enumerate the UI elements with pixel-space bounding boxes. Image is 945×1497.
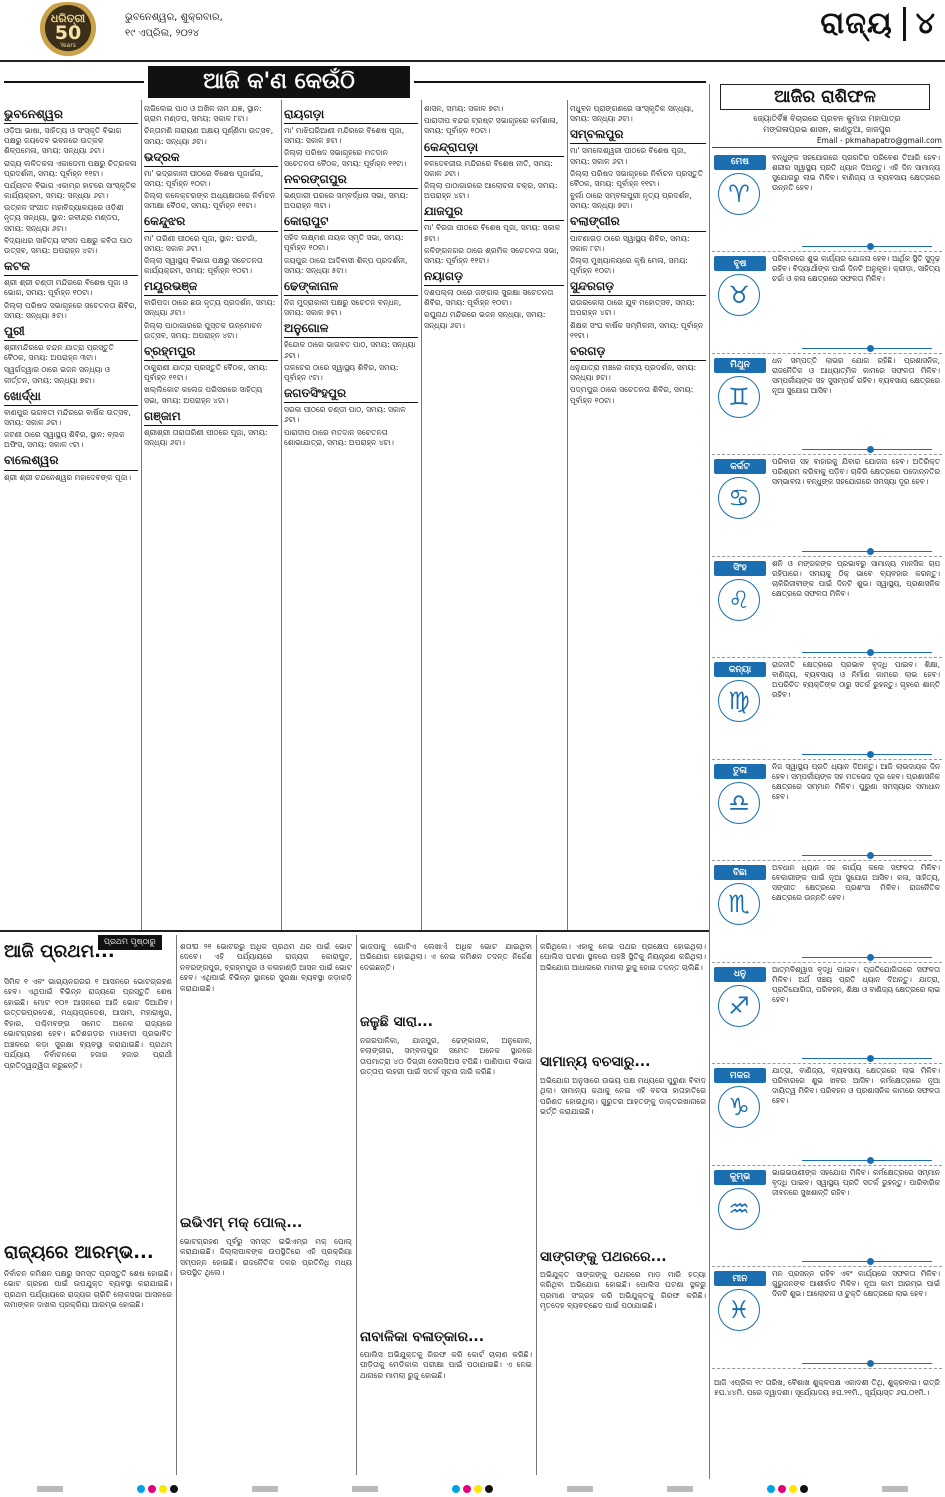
location-heading: ଭଦ୍ରକ [144, 149, 278, 167]
event-item: ଜିଲ୍ଲା ମୁଖ୍ୟାଳୟରେ କୃଷି ମେଳା, ସମୟ: ପୂର୍ବାହ୍ନ ୧୦ଟା। [570, 255, 688, 276]
events-column-4 [424, 104, 564, 932]
event-item: ଉତ୍କଳ ସଂଗୀତ ମହାବିଦ୍ୟାଳୟରେ ଓଡ଼ିଶୀ ନୃତ୍ୟ ସନ୍ଧ୍ୟା, ସ୍ଥାନ: ରବୀନ୍ଦ୍ର ମଣ୍ଡପ, ସମୟ: ସନ୍ଧ୍ୟା ୬ଟା। [4, 203, 124, 233]
registration-dots [452, 1485, 493, 1493]
location-heading: ବଲାଙ୍ଗୀର [570, 213, 706, 231]
event-item: ପଦ୍ମପୁର ଠାରେ ସଚେତନତା ଶିବିର, ସମୟ: ପୂର୍ବାହ୍ନ ୧୦ଟା। [570, 385, 694, 405]
place-day: ଭୁବନେଶ୍ୱର, ଶୁକ୍ରବାର, [125, 12, 223, 23]
event-item: ଜିଲ୍ଲା ପରିଷଦ ସଭାଗୃହରେ ନିର୍ବାଚନ ପ୍ରସ୍ତୁତି ବୈଠକ, ସମୟ: ପୂର୍ବାହ୍ନ ୧୧ଟା। [570, 168, 703, 188]
astrologer-email: Email - pkmahapatro@gmail.com [712, 136, 942, 148]
rashi-entry [712, 252, 942, 354]
rashi-text: ଭାଇଭଉଣୀଙ୍କ ସହଯୋଗ ମିଳିବ। କର୍ମକ୍ଷେତ୍ରରେ ସମ୍ମାନ ବୃଦ୍ଧି ପାଇବ। ସ୍ୱାସ୍ଥ୍ୟ ପ୍ରତି ସତର୍କ ରୁହନ୍ତୁ। ପାରିବାରିକ ଜୀବନରେ ସୁଖଶାନ୍ତି ରହିବ। [772, 1167, 940, 1197]
registration-dots [767, 1485, 808, 1493]
magenta-dot [778, 1485, 786, 1493]
column-divider [421, 100, 422, 930]
rashi-name: ବୃଷ [714, 256, 766, 271]
registration-bar [352, 1486, 378, 1492]
location-heading: ଅନୁଗୋଳ [284, 320, 418, 338]
location-heading: ପୁରୀ [4, 323, 138, 341]
location-heading: ଭୁବନେଶ୍ୱର [4, 106, 138, 124]
rashi-text: ବନ୍ଧୁଙ୍କ ସହଯୋଗରେ ପ୍ରଗତିର ପରିବେଶ ତିଆରି ହେବ। ଶରୀର ସ୍ୱାସ୍ଥ୍ୟ ପ୍ରତି ଧ୍ୟାନ ଦିଅନ୍ତୁ। ଏହି ଦିନ ସାମାନ୍ୟ ସୁଯୋଗରୁ ଲାଭ ମିଳିବ। ବାଣିଜ୍ୟ ଓ ବ୍ୟବସାୟ କ୍ଷେତ୍ରରେ ଉନ୍ନତି ହେବ। [772, 152, 940, 192]
rashi-entry [712, 1064, 942, 1166]
event-item: ପାରାଦୀପ ବନ୍ଦର ଟ୍ରଷ୍ଟ ସଭାଗୃହରେ କର୍ମଶାଳା, ସମୟ: ପୂର୍ବାହ୍ନ ୧୦ଟା। [424, 116, 559, 136]
rashi-name: ମୀନ [714, 1271, 766, 1286]
event-item: ଜିଲ୍ଲା ସ୍ୱାସ୍ଥ୍ୟ ବିଭାଗ ପକ୍ଷରୁ ସଚେତନତା କାର୍ଯ୍ୟକ୍ରମ, ସମୟ: ପୂର୍ବାହ୍ନ ୧୦ଟା। [144, 255, 263, 276]
event-item: ଜଟଣୀ ଠାରେ ସ୍ୱାସ୍ଥ୍ୟ ଶିବିର, ସ୍ଥାନ: ବ୍ଲକ ଅଫିସ, ସମୟ: ସକାଳ ୯ଟା। [4, 430, 125, 450]
page-name: ରାଜ୍ୟ [820, 6, 893, 41]
rashi-name: କର୍କଟ [714, 459, 766, 474]
black-dot [170, 1485, 178, 1493]
zodiac-icon: ♏ [718, 883, 760, 925]
story-title-nabalika: ନାବାଳିକା ବଳାତ୍କାର... [360, 1328, 485, 1345]
news-column-2 [180, 938, 352, 1478]
rashi-divider [802, 1058, 932, 1059]
yellow-dot [474, 1485, 482, 1493]
rashi-entry [712, 354, 942, 456]
event-item: ଖଲ୍ଲିକୋଟ କଲେଜ ପରିସରରେ ସାହିତ୍ୟ ସଭା, ସମୟ: ଅପରାହ୍ନ ୪ଟା। [144, 385, 263, 405]
story-body-aaji-prathama: ସିମିଳ ୧ ଏବଂ ଭାଗ୍ୟନଗରର ୧ ଆସନରେ ଭୋଟଗ୍ରହଣ ହେବ। ଏଥିପାଇଁ ବିଭିନ୍ନ ରାଜ୍ୟରେ ପ୍ରସ୍ତୁତି ଶେଷ ହୋଇଛି। ମୋଟ ୧୦୨ ଆସନରେ ଆଜି ଭୋଟ ଦିଆଯିବ। ଉତ୍ତରପ୍ରଦେଶ, ମଧ୍ୟପ୍ରଦେଶ, ଆସାମ, ମହାରାଷ୍ଟ୍ର, ବିହାର, ପଶ୍ଚିମବଙ୍ଗ ସମେତ ଅନେକ ରାଜ୍ୟରେ ଭୋଟଗ୍ରହଣ ହେବ। ଛତିଶଗଡ଼ର ମାଓବାଦୀ ପ୍ରଭାବିତ ଅଞ୍ଚଳରେ କଡ଼ା ସୁରକ୍ଷା ବ୍ୟବସ୍ଥା କରାଯାଇଛି। ପ୍ରଥମ ପର୍ଯ୍ୟାୟ ନିର୍ବାଚନରେ ହଜାର ହଜାର ପ୍ରାର୍ଥୀ ପ୍ରତିଦ୍ୱନ୍ଦ୍ୱିତା କରୁଛନ୍ତି। [4, 976, 172, 1070]
event-item: ଶ୍ରୀ ଶ୍ରୀ ଚଣ୍ଡୀ ମନ୍ଦିରରେ ବିଶେଷ ପୂଜା ଓ ଭୋଗ, ସମୟ: ପୂର୍ବାହ୍ନ ୧୦ଟା। [4, 278, 128, 298]
banner-rule-right [414, 81, 706, 83]
story-body-rajyare-arambha: ନିର୍ବାଚନ କମିଶନ ପକ୍ଷରୁ ସମସ୍ତ ପ୍ରସ୍ତୁତି ଶେଷ ହୋଇଛି। ଭୋଟ ଗ୍ରହଣ ପାଇଁ ଉପଯୁକ୍ତ ବ୍ୟବସ୍ଥା କରାଯାଇଛି। ପ୍ରଥମ ପର୍ଯ୍ୟାୟରେ ରାଜ୍ୟର ଚାରିଟି ଲୋକସଭା ଆସନରେ ନାମାଙ୍କନ ଦାଖଲ ପ୍ରକ୍ରିୟା ଆରମ୍ଭ ହୋଇଛି। [4, 1268, 172, 1310]
event-item: ମା' ବିରଜା ପୀଠରେ ବିଶେଷ ପୂଜା, ସମୟ: ସକାଳ ୭ଟା। [424, 223, 561, 243]
event-item: ପର୍ଯ୍ୟଟନ ବିଭାଗ ଏକାମ୍ର ହାଟରେ ସାଂସ୍କୃତିକ କାର୍ଯ୍ୟକ୍ରମ, ସମୟ: ସନ୍ଧ୍ୟା ୬ଟା। [4, 180, 137, 201]
rashi-name: କନ୍ୟା [714, 662, 766, 677]
location-heading: ଜଗତସିଂହପୁର [284, 385, 418, 403]
yellow-dot [789, 1485, 797, 1493]
tithi-info: ଆଜି ଏପ୍ରିଲ ୧୯ ତାରିଖ, ବୈଶାଖ ଶୁକ୍ଳପକ୍ଷ ଏକାଦଶୀ ତିଥି, ଶୁକ୍ରବାର। ରାତ୍ରି ୫ଘ.୪୪ମି. ପରେ ଦ୍ୱାଦଶୀ। ସୂର୍ଯ୍ୟୋଦୟ ୫ଘ.୨୧ମି., ସୂର୍ଯ୍ୟାସ୍ତ ୬ଘ.୦୧ମି.। [714, 1378, 940, 1398]
zodiac-icon: ♌ [718, 579, 760, 621]
event-item: ବିଦ୍ୟାଧର ସାହିତ୍ୟ ସଂସଦ ପକ୍ଷରୁ କବିତା ପାଠ ଉତ୍ସବ, ସମୟ: ଅପରାହ୍ନ ୪ଟା। [4, 235, 133, 255]
yellow-dot [159, 1485, 167, 1493]
edition-info [125, 10, 223, 42]
event-item: ଜୟପୁର ଠାରେ ଆଦିବାସୀ ଶିଳ୍ପ ପ୍ରଦର୍ଶନୀ, ସମୟ: ସନ୍ଧ୍ୟା ୫ଟା। [284, 255, 408, 275]
cyan-dot [137, 1485, 145, 1493]
rashi-entry [712, 1166, 942, 1268]
story-body-jaluchhi-sara: ନଗରପାଳିକା, ଯାଜପୁର, ଢେଙ୍କାନାଳ, ଅନୁଗୋଳ, ବଲାଙ୍ଗୀର, ସମ୍ବଲପୁର ସମେତ ଅନେକ ସ୍ଥାନରେ ତାପମାତ୍ରା ୪୦ ଡିଗ୍ରୀ ସେଲସିଅସ ଟପିଛି। ପାଣିପାଗ ବିଭାଗ ଉତ୍ତାପ ଲହରୀ ପାଇଁ ସତର୍କ ସୂଚନା ଜାରି କରିଛି। [360, 1035, 532, 1077]
column-divider [176, 935, 177, 1475]
zodiac-icon: ♒ [718, 1188, 760, 1230]
rashi-entry [712, 760, 942, 862]
rashi-entry [712, 151, 942, 253]
location-heading: ଢେଙ୍କାନାଳ [284, 278, 418, 296]
news-column-4 [540, 938, 706, 1478]
event-item: ମା' ତାରିଣୀ ପୀଠରେ ପୂଜା, ସ୍ଥାନ: ଘଟଗାଁ, ସମୟ: ସକାଳ ୬ଟା। [144, 233, 258, 253]
rashi-text: ଧନ ସମ୍ପତ୍ତି ଲାଭର ଯୋଗ ରହିଛି। ପ୍ରଶାସନିକ, ରାଜନୈତିକ ଓ ଆଧ୍ୟାତ୍ମିକ କାମରେ ସଫଳତା ମିଳିବ। ସମ୍ପର୍କୀୟଙ୍କ ସହ ସୁସମ୍ପର୍କ ରହିବ। ବ୍ୟବସାୟ କ୍ଷେତ୍ରରେ ନୂଆ ସୁଯୋଗ ଆସିବ। [772, 355, 940, 395]
zodiac-icon: ♈ [718, 173, 760, 215]
section-rule [0, 930, 709, 932]
event-item: ଠାକୁରାଣୀ ଯାତ୍ରା ପ୍ରସ୍ତୁତି ବୈଠକ, ସମୟ: ପୂର୍ବାହ୍ନ ୧୧ଟା। [144, 363, 268, 383]
story-body-evm-mock-poll: ଭୋଟଗ୍ରହଣ ପୂର୍ବରୁ ସମସ୍ତ ଇଭିଏମ୍‌ର ମକ୍ ପୋଲ୍ କରାଯାଇଛି। ଜିଲ୍ଲାପାଳଙ୍କ ଉପସ୍ଥିତିରେ ଏହି ପ୍ରକ୍ରିୟା ସମ୍ପନ୍ନ ହୋଇଛି। ରାଜନୈତିକ ଦଳର ପ୍ରତିନିଧି ମଧ୍ୟ ଉପସ୍ଥିତ ଥିଲେ। [180, 1236, 352, 1278]
rashi-divider [802, 957, 932, 958]
event-item: ଦଶପଲ୍ଲା ଠାରେ ଜଙ୍ଗଲ ସୁରକ୍ଷା ସଚେତନତା ଶିବିର, ସମୟ: ପୂର୍ବାହ୍ନ ୧୦ଟା। [424, 288, 554, 308]
location-heading: କେନ୍ଦୁଝର [144, 213, 278, 231]
rashi-divider [802, 754, 932, 755]
event-item: ଓଡ଼ିଆ ଭାଷା, ସାହିତ୍ୟ ଓ ସଂସ୍କୃତି ବିଭାଗ ପକ୍ଷରୁ ଜୟଦେବ ଭବନରେ ଉତ୍କଳ ଶିଳ୍ପମେଳା, ସମୟ: ସନ୍ଧ୍ୟା ୬ଟା। [4, 126, 122, 156]
newspaper-logo [30, 2, 106, 60]
rashi-list [712, 151, 942, 1369]
logo-number: 50 [54, 22, 82, 44]
event-item: ଜିଲ୍ଲା ପାଠାଗାରରେ ଆଲୋଚନା ଚକ୍ର, ସମୟ: ଅପରାହ୍ନ ୪ଟା। [424, 180, 558, 201]
cyan-dot [767, 1485, 775, 1493]
rashi-entry [712, 557, 942, 659]
page-number: ୪ [915, 6, 935, 41]
story-title-samanya-bachasa: ସାମାନ୍ୟ ବଚସାରୁ... [540, 1054, 651, 1071]
event-item: ଶିକ୍ଷକ ସଂଘ ବାର୍ଷିକ ସମ୍ମିଳନୀ, ସମୟ: ପୂର୍ବାହ୍ନ ୧୧ଟା। [570, 320, 704, 340]
location-heading: ବରଗଡ଼ [570, 343, 706, 361]
event-item: ଧନୁଯାତ୍ରା ମଞ୍ଚରେ ନାଟ୍ୟ ପ୍ରଦର୍ଶନ, ସମୟ: ସନ୍ଧ୍ୟା ୭ଟା। [570, 363, 697, 383]
zodiac-icon: ♐ [718, 985, 760, 1027]
zodiac-icon: ♓ [718, 1289, 760, 1331]
print-registration-strip [0, 1480, 945, 1497]
rashi-entry [712, 658, 942, 760]
rashi-name: ଧନୁ [714, 967, 766, 982]
column-divider [356, 935, 357, 1475]
story-body-vote: ଭାଜପାକୁ ଗୋଟିଏ ଲେଖାଏଁ ଅଧିକ ଭୋଟ ଯାଇଥିବା ଅଭିଯୋଗ ହୋଇଥିଲା। ଏ ନେଇ କମିଶନ ତଦନ୍ତ ନିର୍ଦ୍ଦେଶ ଦେଇଛନ୍ତି। [360, 942, 532, 972]
rashi-divider [802, 855, 932, 856]
astrologer-name: ଜ୍ୟୋତିର୍ବିଜ୍ଞ ବିଚାରରେ ପ୍ରବନ କୁମାର ମହାପାତ୍ର [753, 114, 901, 123]
rashi-text: ଯାତ୍ରା, ବାଣିଜ୍ୟ, ବ୍ୟବସାୟ କ୍ଷେତ୍ରରେ ଲାଭ ମିଳିବ। ପରିବାରରେ ଶୁଭ ଖବର ଆସିବ। କର୍ମକ୍ଷେତ୍ରରେ ନୂଆ ଦାୟିତ୍ୱ ମିଳିବ। ପରିବହନ ଓ ପ୍ରଶାସନିକ କାମରେ ସଫଳତା ହେବ। [772, 1066, 940, 1106]
event-item: ବାରିପଦା ଠାରେ ଛଉ ନୃତ୍ୟ ପ୍ରଦର୍ଶନ, ସମୟ: ସନ୍ଧ୍ୟା ୬ଟା। [144, 298, 276, 318]
rashi-divider [802, 246, 932, 247]
story-body-continued: ଶତାବ୍ଦୀ ୨୧ ଭୋଟରରୁ ଅଧିକ ପ୍ରଥମ ଥର ପାଇଁ ଭୋଟ ଦେବେ। ଏହି ପର୍ଯ୍ୟାୟରେ ରାଜ୍ୟର କୋରାପୁଟ, ନବରଙ୍ଗପୁର, ବ୍ରହ୍ମପୁର ଓ କଳାହାଣ୍ଡି ଆସନ ପାଇଁ ଭୋଟ ହେବ। ଏଥିପାଇଁ ବିଭିନ୍ନ ସ୍ଥାନରେ ସୁରକ୍ଷା ବ୍ୟବସ୍ଥା କଡ଼ାକଡ଼ି କରାଯାଇଛି। [180, 942, 352, 993]
rashi-entry [712, 861, 942, 963]
logo-title: ଧରିତ୍ରୀ [50, 12, 86, 25]
location-heading: କେନ୍ଦ୍ରାପଡ଼ା [424, 139, 564, 157]
registration-bar [882, 1486, 908, 1492]
rashi-text: ରାଜନୀତି କ୍ଷେତ୍ରରେ ପ୍ରଭାବ ବୃଦ୍ଧି ପାଇବ। ଶିକ୍ଷା, ବାଣିଜ୍ୟ, ବ୍ୟବସାୟ ଓ ନିର୍ମାଣ କାମରେ ଲାଭ ହେବ। ଅପରିଚିତ ବ୍ୟକ୍ତିଙ୍କ ଠାରୁ ସତର୍କ ରୁହନ୍ତୁ। ଗୃହରେ ଶାନ୍ତି ରହିବ। [772, 660, 940, 700]
rashi-text: ଶନି ଓ ମଙ୍ଗଳଙ୍କ ପ୍ରଭାବରୁ ସାମାନ୍ୟ ମାନସିକ ଚାପ ରହିପାରେ। ସମୟକୁ ଠିକ୍ ଭାବେ ବ୍ୟବହାର କରନ୍ତୁ। ଚାକିରିଜୀବୀଙ୍କ ପାଇଁ ଦିନଟି ଶୁଭ। ସ୍ୱାସ୍ଥ୍ୟ, ପ୍ରଶାସନିକ କ୍ଷେତ୍ରରେ ସଫଳତା ମିଳିବ। [772, 558, 940, 598]
magenta-dot [148, 1485, 156, 1493]
rashi-divider [802, 1363, 932, 1364]
column-divider [709, 84, 710, 1479]
page-tag-divider [903, 7, 906, 41]
rashifal-byline [712, 114, 942, 136]
zodiac-icon: ♊ [718, 376, 760, 418]
black-dot [800, 1485, 808, 1493]
rashi-divider [802, 348, 932, 349]
rashi-name: ମକର [714, 1068, 766, 1083]
event-item: ମା' ଭଦ୍ରକାଳୀ ପୀଠରେ ବିଶେଷ ପୂଜାର୍ଚ୍ଚନା, ସମୟ: ପୂର୍ବାହ୍ନ ୧୦ଟା। [144, 168, 264, 188]
registration-bar [37, 1486, 63, 1492]
zodiac-icon: ♑ [718, 1086, 760, 1128]
column-divider [567, 100, 568, 930]
zodiac-icon: ♍ [718, 680, 760, 722]
story-body-stone: କରିଥିଲେ। ଏହାକୁ ନେଇ ପଥର ପ୍ରକ୍ଷେପ ହୋଇଥିଲା। ପୋଲିସ ଘଟଣା ସ୍ଥଳରେ ପହଞ୍ଚି ସ୍ଥିତିକୁ ନିୟନ୍ତ୍ରଣ କରିଥିଲା। ଅଭିଯୋଗ ଆଧାରରେ ମାମଲା ରୁଜୁ ହୋଇ ତଦନ୍ତ ଚାଲିଛି। [540, 942, 706, 972]
event-item: ରାଜ୍ୟ ଲଳିତକଳା ଏକାଡେମୀ ପକ୍ଷରୁ ଚିତ୍ରକଳା ପ୍ରଦର୍ଶନୀ, ସମୟ: ପୂର୍ବାହ୍ନ ୧୧ଟା। [4, 158, 137, 178]
rashi-entry [712, 1267, 942, 1369]
banner-rule-left [4, 81, 144, 83]
location-heading: ବାଲେଶ୍ୱର [4, 452, 138, 470]
event-item: ରଘୁନାଥ ମନ୍ଦିରରେ ଭଜନ ସନ୍ଧ୍ୟା, ସମୟ: ସନ୍ଧ୍ୟା ୬ଟା। [424, 310, 546, 330]
rashi-name: ତୁଳା [714, 764, 766, 779]
location-heading: ନୟାଗଡ଼ [424, 268, 564, 286]
rashi-divider [802, 551, 932, 552]
rashi-divider [802, 449, 932, 450]
events-column-2 [144, 104, 278, 932]
event-item: ପାରାଦୀପ ଠାରେ ମତଦାନ ସଚେତନତା ଶୋଭାଯାତ୍ରା, ସମୟ: ଅପରାହ୍ନ ୪ଟା। [284, 427, 394, 447]
zodiac-icon: ♉ [718, 274, 760, 316]
event-item: ନିଜ ମୁଦ୍ରାକାଳୀ ପକ୍ଷରୁ ସଚେତନ ବନ୍ଧନ, ସମୟ: ସକାଳ ୭ଟା। [284, 298, 402, 318]
event-item: ନାଗିଲେଇ ପାଠ ଓ ଅଖିଳ ନାମ ଯଜ୍ଞ, ସ୍ଥାନ: ଗ୍ରାମ ମଣ୍ଡପ, ସମୟ: ସକାଳ ୮ଟା। [144, 104, 262, 124]
location-heading: ଯାଜପୁର [424, 203, 564, 221]
column-divider [141, 100, 142, 930]
rashi-name: କୁମ୍ଭ [714, 1170, 766, 1185]
news-column-3 [360, 938, 532, 1478]
event-item: ପାଟଣାଗଡ଼ ଠାରେ ସ୍ୱାସ୍ଥ୍ୟ ଶିବିର, ସମୟ: ସକାଳ ୮ଟା। [570, 233, 690, 253]
rashi-text: ନିଜ ସ୍ୱାସ୍ଥ୍ୟ ପ୍ରତି ଧ୍ୟାନ ଦିଅନ୍ତୁ। ଆଜି ଲାଭଦାୟକ ଦିନ ହେବ। ସମ୍ପର୍କୀୟଙ୍କ ସହ ମତଭେଦ ଦୂର ହେବ। ପ୍ରଶାସନିକ କ୍ଷେତ୍ରରେ ସମ୍ମାନ ମିଳିବ। ପୁରୁଣା ସମସ୍ୟାର ସମାଧାନ ହେବ। [772, 761, 940, 801]
location-heading: ନବରଙ୍ଗପୁର [284, 171, 418, 189]
rashi-text: ପରିବାରରେ ଶୁଭ କାର୍ଯ୍ୟର ଯୋଜନା ହେବ। ଆର୍ଥିକ ସ୍ଥିତି ସୁଦୃଢ଼ ରହିବ। ବିଦ୍ୟାର୍ଥୀଙ୍କ ପାଇଁ ଦିନଟି ଅନୁକୂଳ। କ୍ରୀଡ଼ା, ସାହିତ୍ୟ ଚର୍ଚ୍ଚା ଓ କଳା କ୍ଷେତ୍ରରେ ସଫଳତା ମିଳିବ। [772, 254, 940, 284]
event-item: ବୁର୍ଲା ଠାରେ ସମ୍ବଲପୁରୀ ନୃତ୍ୟ ପ୍ରଦର୍ଶନ, ସମୟ: ସନ୍ଧ୍ୟା ୭ଟା। [570, 191, 692, 211]
rashi-divider [802, 652, 932, 653]
event-item: ରାଉରକେଲା ଠାରେ ଯୁବ ମହୋତ୍ସବ, ସମୟ: ଅପରାହ୍ନ ୪ଟା। [570, 298, 695, 318]
registration-bar [567, 1486, 593, 1492]
events-column-3 [284, 104, 418, 932]
edition-date: ୧୯ ଏପ୍ରିଲ, ୨୦୨୪ [125, 28, 200, 39]
location-heading: ବ୍ରହ୍ମପୁର [144, 343, 278, 361]
registration-bar [667, 1486, 693, 1492]
event-item: କଳିଙ୍ଗନଗର ଠାରେ ଶ୍ରମିକ ସଚେତନତା ସଭା, ସମୟ: ପୂର୍ବାହ୍ନ ୧୧ଟା। [424, 245, 559, 265]
rashifal-panel [712, 84, 942, 1366]
rashifal-title: ଆଜିର ରାଶିଫଳ [720, 84, 930, 110]
story-title-aaji-prathama: ଆଜି ପ୍ରଥମ... [4, 941, 115, 962]
story-title-jaluchhi-sara: ଜଳୁଛି ସାରା... [360, 1014, 433, 1031]
rashi-text: ପରିବାର ସହ ବାହାରକୁ ଯିବାର ଯୋଜନା ହେବ। ଅତିରିକ୍ତ ପରିଶ୍ରମ କରିବାକୁ ପଡ଼ିବ। ଚାକିରି କ୍ଷେତ୍ରରେ ପଦୋନ୍ନତିର ସମ୍ଭାବନା। ବନ୍ଧୁଙ୍କ ସହଯୋଗରେ ସମସ୍ୟା ଦୂର ହେବ। [772, 457, 940, 487]
story-body-samanya-bachasa: ଅଭିଯୋଗ ଅନୁସାରେ ଉଭୟ ପକ୍ଷ ମଧ୍ୟରେ ପୁରୁଣା ବିବାଦ ଥିଲା। ସାମାନ୍ୟ କଥାକୁ ନେଇ ଏହି ବଚସା ହାତାହାତିରେ ପରିଣତ ହୋଇଥିଲା। ଗୁରୁତର ଆହତଙ୍କୁ ଡାକ୍ତରଖାନାରେ ଭର୍ତ୍ତି କରାଯାଇଛି। [540, 1075, 706, 1117]
rashi-name: ବିଛା [714, 865, 766, 880]
news-column-1 [4, 938, 172, 1478]
rashi-divider [802, 1261, 932, 1262]
story-body-sanganku-pathara: ଅଭିଯୁକ୍ତ ସାଙ୍ଗଙ୍କୁ ପଥରରେ ମାଡ଼ ମାରି ହତ୍ୟା କରିଥିବା ଅଭିଯୋଗ ହୋଇଛି। ପୋଲିସ ଘଟଣା ସ୍ଥଳରୁ ପ୍ରମାଣ ସଂଗ୍ରହ କରି ଅଭିଯୁକ୍ତକୁ ଗିରଫ କରିଛି। ମୃତଦେହ ବ୍ୟବଚ୍ଛେଦ ପାଇଁ ପଠାଯାଇଛି। [540, 1269, 706, 1311]
story-title-rajyare-arambha: ରାଜ୍ୟରେ ଆରମ୍ଭ... [4, 1242, 154, 1264]
event-item: ଜିଲ୍ଲା ପରିଷଦ ସଭାଗୃହରେ ମତଦାନ ସଚେତନତା ବୈଠକ, ସମୟ: ପୂର୍ବାହ୍ନ ୧୧ଟା। [284, 148, 407, 168]
event-item: ସରଳା ପୀଠରେ ଚଣ୍ଡୀ ପାଠ, ସମୟ: ସକାଳ ୬ଟା। [284, 405, 406, 425]
location-heading: ରାୟଗଡ଼ା [284, 106, 418, 124]
event-item: ଶ୍ରୀ ଶ୍ରୀ ଚନ୍ଦନେଶ୍ୱର ମହାଦେବଙ୍କ ପୂଜା। [4, 472, 132, 482]
event-item: ଜିଲ୍ଲା କଳେକ୍ଟରଙ୍କ ଅଧ୍ୟକ୍ଷତାରେ ନିର୍ବାଚନ ସମୀକ୍ଷା ବୈଠକ, ସମୟ: ପୂର୍ବାହ୍ନ ୧୧ଟା। [144, 191, 276, 211]
event-item: ମା' ସମଲେଶ୍ୱରୀ ପୀଠରେ ବିଶେଷ ପୂଜା, ସମୟ: ସକାଳ ୬ଟା। [570, 146, 687, 166]
event-item: ଜିଲ୍ଲା ପାଠାଗାରରେ ପୁସ୍ତକ ଉନ୍ମୋଚନ ଉତ୍ସବ, ସମୟ: ଅପରାହ୍ନ ୪ଟା। [144, 320, 262, 340]
event-item: ଚିନ୍ତାମଣି ନାରାୟଣ ଅକ୍ଷୟ ପୂର୍ଣ୍ଣିମା ଉତ୍ସବ, ସମୟ: ସନ୍ଧ୍ୟା ୬ଟା। [144, 126, 274, 146]
event-item: ହିନ୍ଦୋଳ ଠାରେ ଭାଗବତ ପାଠ, ସମୟ: ସନ୍ଧ୍ୟା ୬ଟା। [284, 340, 416, 360]
page-tag [820, 4, 935, 45]
masthead [0, 0, 945, 62]
location-heading: କଟକ [4, 258, 138, 276]
astrologer-address: ମଙ୍ଗଳାପ୍ରଭ ଶାସନ, କାଣ୍ଡୁଆ, ଜାଜପୁର [763, 124, 891, 134]
column-divider [536, 935, 537, 1475]
event-item: ଶ୍ରୀମନ୍ଦିରରେ ଚନ୍ଦନ ଯାତ୍ରା ପ୍ରସ୍ତୁତି ବୈଠକ, ସମୟ: ଅପରାହ୍ନ ୩ଟା। [4, 342, 114, 363]
location-heading: ମୟୂରଭଞ୍ଜ [144, 278, 278, 296]
event-item: ଭଣ୍ଡାରୀ ଘରରେ ସମ୍ବର୍ଦ୍ଧନା ସଭା, ସମୟ: ଅପରାହ୍ନ ୩ଟା। [284, 190, 409, 211]
event-item: ମଧୁବନ ପ୍ରାଙ୍ଗଣରେ ସାଂସ୍କୃତିକ ସନ୍ଧ୍ୟା, ସମୟ: ସନ୍ଧ୍ୟା ୬ଟା। [570, 104, 694, 124]
column-divider [281, 100, 282, 930]
location-heading: କୋରାପୁଟ [284, 213, 418, 231]
zodiac-icon: ♎ [718, 782, 760, 824]
cyan-dot [452, 1485, 460, 1493]
rashi-name: ମିଥୁନ [714, 358, 766, 373]
continued-tag: ପ୍ରଥମ ପୃଷ୍ଠାରୁ [98, 935, 162, 950]
section-banner: ଆଜି କ'ଣ କେଉଁଠି [148, 66, 410, 98]
event-item: ବାଣପୁର ଭଗବତୀ ମନ୍ଦିରରେ ବାର୍ଷିକ ଉତ୍ସବ, ସମୟ: ସକାଳ ୬ଟା। [4, 407, 131, 427]
story-title-sanganku-pathara: ସାଙ୍ଗଙ୍କୁ ପଥରରେ... [540, 1248, 667, 1265]
location-heading: ସମ୍ବଲପୁର [570, 126, 706, 144]
event-item: ଶ୍ରୀଶ୍ରୀ ତାରାତାରିଣୀ ପୀଠରେ ପୂଜା, ସମୟ: ସନ୍ଧ୍ୟା ୬ଟା। [144, 427, 268, 447]
event-item: ଶାସନ, ସମୟ: ସକାଳ ୭ଟା। [424, 104, 504, 113]
magenta-dot [463, 1485, 471, 1493]
location-heading: ଗଞ୍ଜାମ [144, 408, 278, 426]
event-item: ସ୍ୱର୍ଗଦ୍ୱାର ଠାରେ ଭଜନ ସନ୍ଧ୍ୟା ଓ କୀର୍ତ୍ତନ, ସମୟ: ସନ୍ଧ୍ୟା ୭ଟା। [4, 365, 110, 385]
story-body-nabalika: ପୋଲିସ ଅଭିଯୁକ୍ତକୁ ଗିରଫ କରି କୋର୍ଟ ଚାଲାଣ କରିଛି। ପୀଡ଼ିତାକୁ ମେଡିକାଲ ପରୀକ୍ଷା ପାଇଁ ପଠାଯାଇଛି। ଏ ନେଇ ଥାନାରେ ମାମଲା ରୁଜୁ ହୋଇଛି। [360, 1349, 532, 1380]
registration-dots [137, 1485, 178, 1493]
events-column-1 [4, 104, 138, 932]
rashi-divider [802, 1160, 932, 1161]
location-heading: ସୁନ୍ଦରଗଡ଼ [570, 278, 706, 296]
rashi-entry [712, 455, 942, 557]
rashi-text: ମନ ପ୍ରସନ୍ନ ରହିବ ଏବଂ କାର୍ଯ୍ୟରେ ସଫଳତା ମିଳିବ। ଗୁରୁଜନଙ୍କ ଆଶୀର୍ବାଦ ମିଳିବ। ନୂଆ କାମ ଆରମ୍ଭ ପାଇଁ ଦିନଟି ଶୁଭ। ଆଲୋଚନା ଓ ଚୁକ୍ତି କ୍ଷେତ୍ରରେ ଲାଭ ହେବ। [772, 1269, 940, 1299]
event-item: ତାଳଚେର ଠାରେ ସ୍ୱାସ୍ଥ୍ୟ ଶିବିର, ସମୟ: ପୂର୍ବାହ୍ନ ୯ଟା। [284, 362, 399, 382]
rashi-text: ଅବଧାନ ଧ୍ୟାନ ସହ କାର୍ଯ୍ୟ କଲେ ସଫଳତା ମିଳିବ। ବେକାରୀଙ୍କ ପାଇଁ ନୂଆ ସୁଯୋଗ ଆସିବ। କଳା, ସାହିତ୍ୟ, ସଙ୍ଗୀତ କ୍ଷେତ୍ରରେ ପ୍ରଶଂସା ମିଳିବ। ରାଜନୈତିକ କ୍ଷେତ୍ରରେ ଉନ୍ନତି ହେବ। [772, 863, 940, 903]
location-heading: ଖୋର୍ଦ୍ଧା [4, 388, 138, 406]
logo-years: Years [60, 42, 76, 49]
event-item: ଜିଲ୍ଲା ପରିଷଦ ସଭାଗୃହରେ ସଚେତନତା ଶିବିର, ସମୟ: ସନ୍ଧ୍ୟା ୫ଟା। [4, 300, 137, 320]
rashi-name: ମେଷ [714, 155, 766, 170]
black-dot [485, 1485, 493, 1493]
rashi-name: ସିଂହ [714, 561, 766, 576]
event-item: ସହିଦ ଲକ୍ଷ୍ମଣ ନାୟକ ସ୍ମୃତି ସଭା, ସମୟ: ପୂର୍ବାହ୍ନ ୧୦ଟା। [284, 233, 404, 253]
event-item: ବଳଦେବଜୀଉ ମନ୍ଦିରରେ ବିଶେଷ ନୀତି, ସମୟ: ସକାଳ ୬ଟା। [424, 158, 553, 178]
registration-bar [252, 1486, 278, 1492]
events-column-5 [570, 104, 706, 932]
event-item: ମା' ମାଝିଘରିଆଣୀ ମନ୍ଦିରରେ ବିଶେଷ ପୂଜା, ସମୟ: ସକାଳ ୭ଟା। [284, 126, 405, 146]
rashi-entry [712, 963, 942, 1065]
story-title-evm-mock-poll: ଇଭିଏମ୍ ମକ୍ ପୋଲ୍... [180, 1215, 303, 1232]
zodiac-icon: ♋ [718, 477, 760, 519]
rashi-text: ଆତ୍ମବିଶ୍ୱାସ ବୃଦ୍ଧି ପାଇବ। ପ୍ରତିଯୋଗିତାରେ ସଫଳତା ମିଳିବ। ଅର୍ଥ ସଞ୍ଚୟ ପ୍ରତି ଧ୍ୟାନ ଦିଅନ୍ତୁ। ଯାତ୍ରା, ପ୍ରତିଯୋଗିତା, ପରିବହନ, ଶିକ୍ଷା ଓ ବାଣିଜ୍ୟ କ୍ଷେତ୍ରରେ ଲାଭ ହେବ। [772, 964, 940, 1004]
